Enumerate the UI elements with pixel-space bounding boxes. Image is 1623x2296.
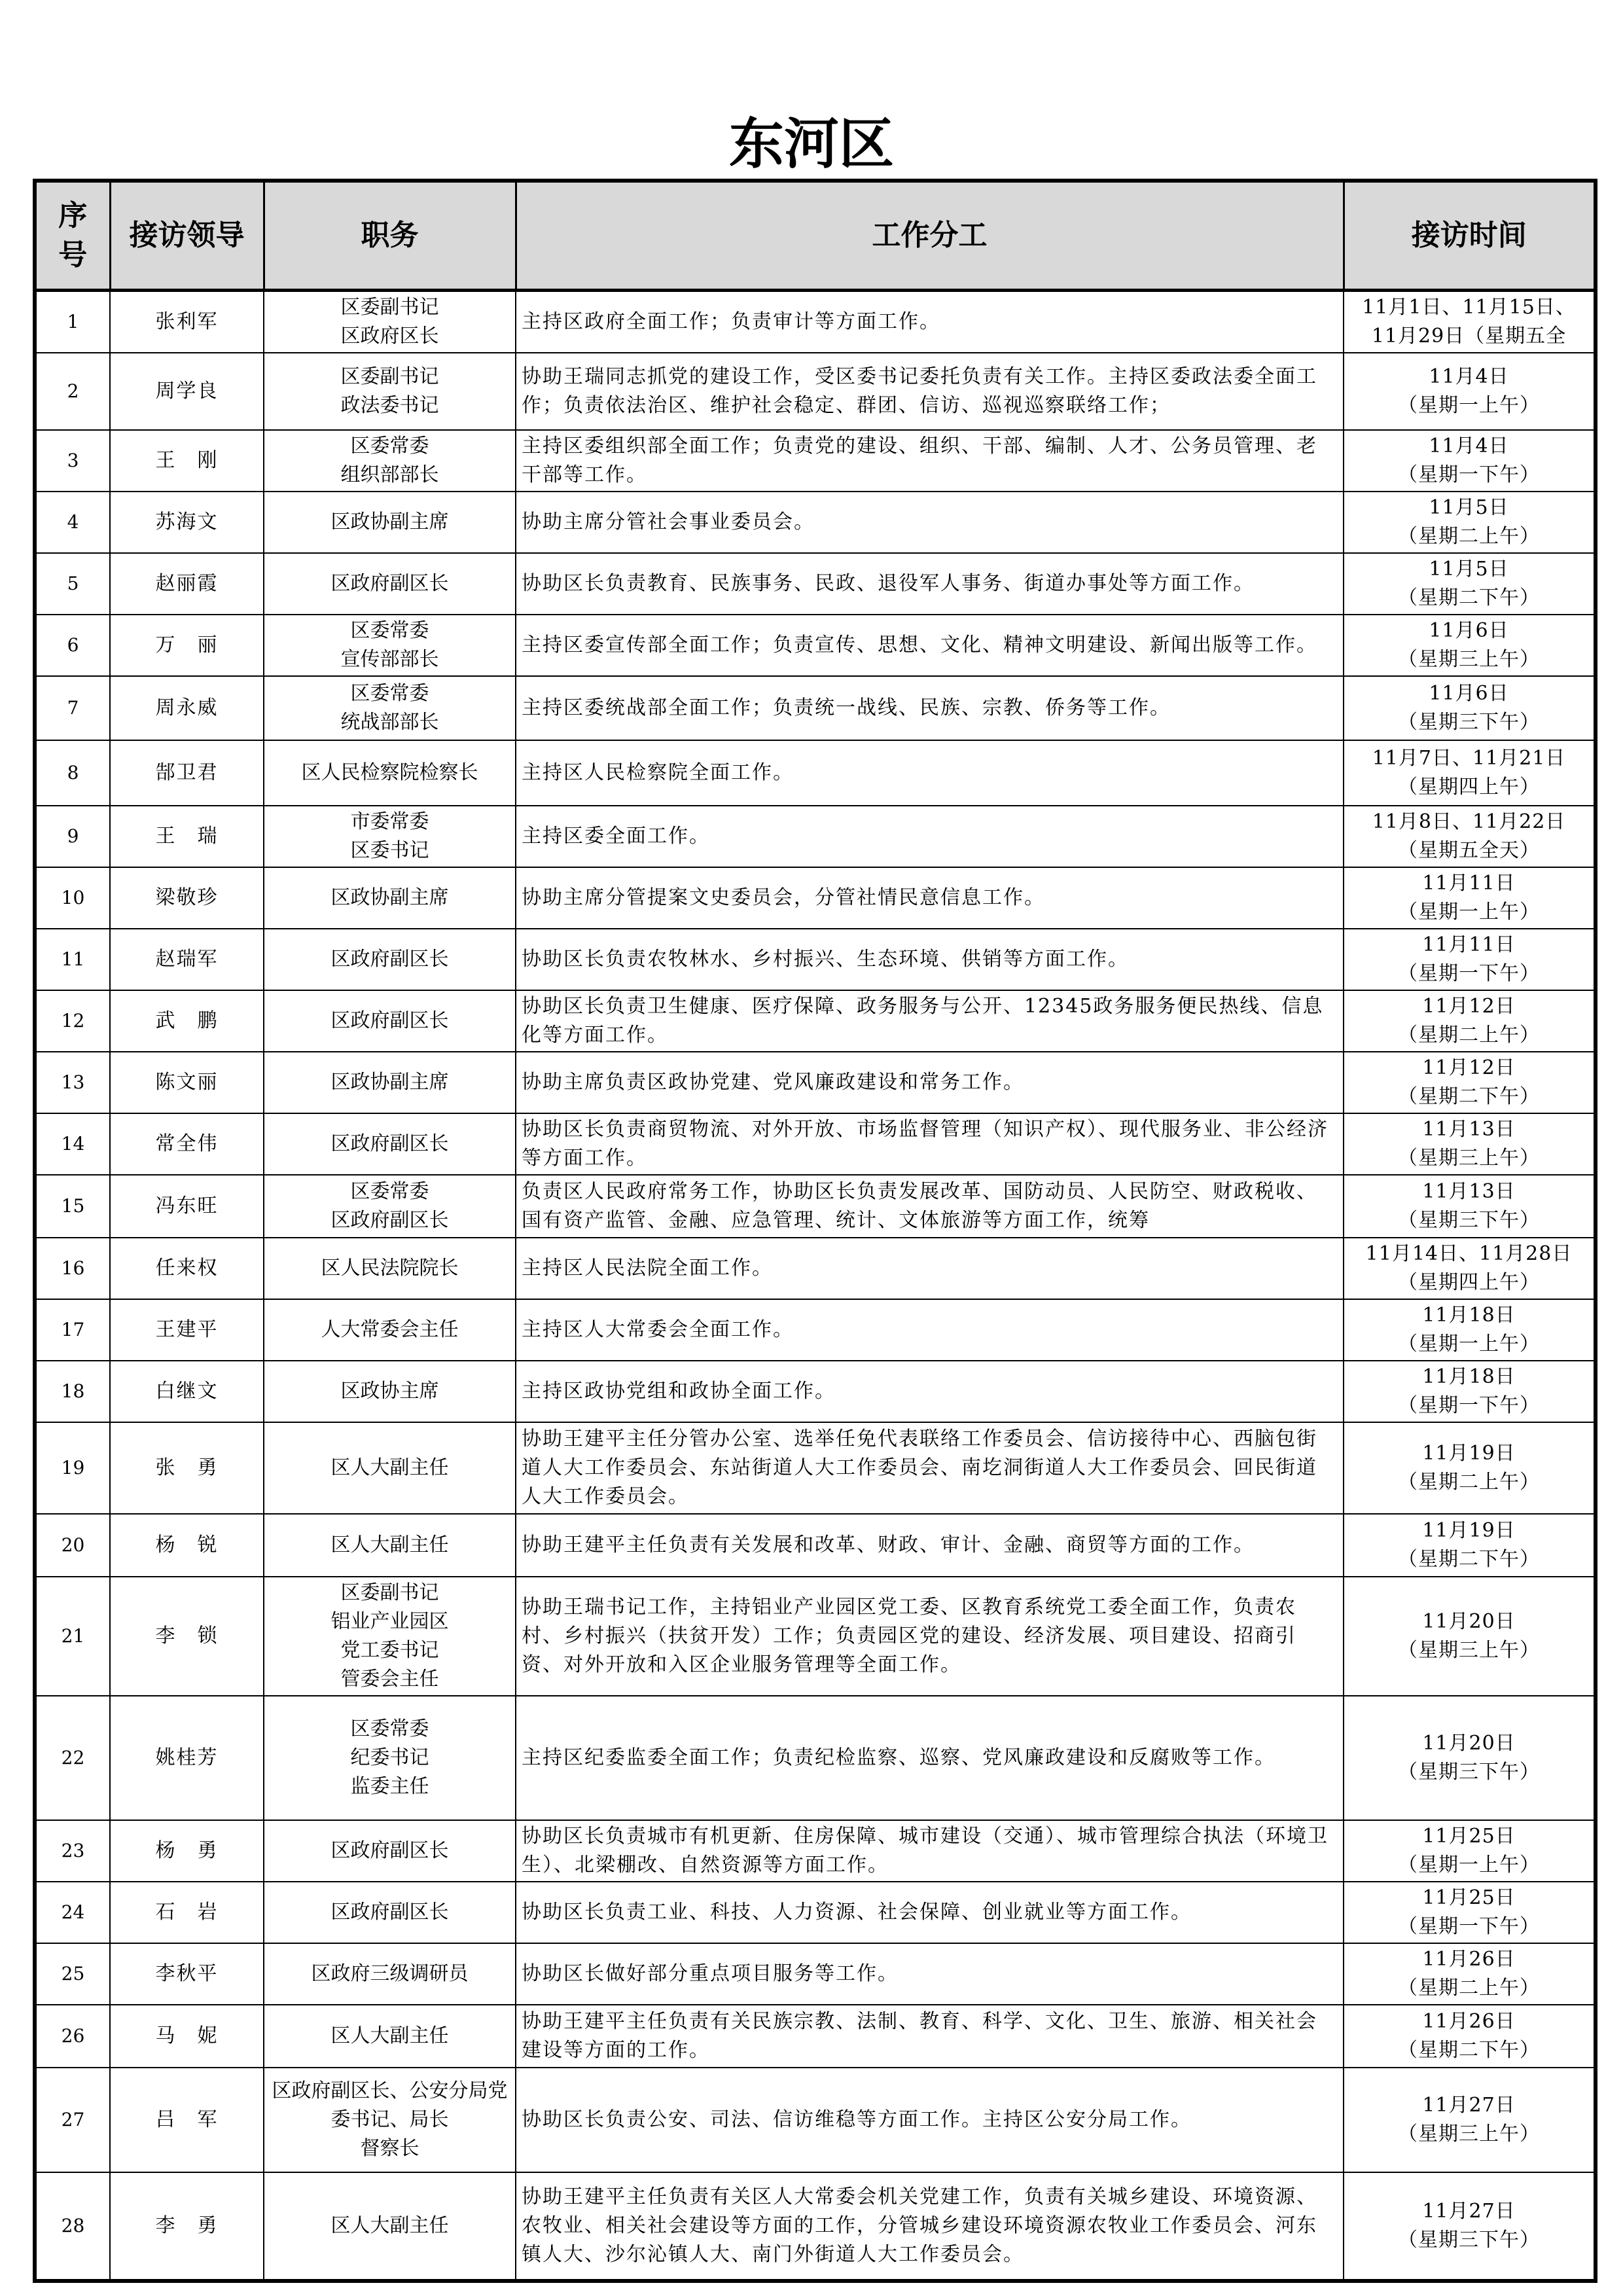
row-seq: 11 bbox=[35, 929, 110, 990]
table-row bbox=[35, 1577, 1596, 1696]
table-row bbox=[35, 1882, 1596, 1943]
row-duty: 主持区人大常委会全面工作。 bbox=[516, 1299, 1344, 1361]
header-seq: 序号 bbox=[35, 181, 110, 291]
row-leader-name: 王 瑞 bbox=[110, 806, 264, 867]
row-duty: 协助区长负责商贸物流、对外开放、市场监督管理（知识产权）、现代服务业、非公经济等方面工作。 bbox=[516, 1113, 1344, 1175]
row-reception-time: 11月12日 （星期二下午） bbox=[1344, 1052, 1596, 1113]
row-position: 区政府副区长、公安分局党委书记、局长 督察长 bbox=[264, 2068, 516, 2172]
row-leader-name: 梁敬珍 bbox=[110, 867, 264, 929]
row-duty: 协助王建平主任负责有关发展和改革、财政、审计、金融、商贸等方面的工作。 bbox=[516, 1514, 1344, 1577]
row-leader-name: 赵瑞军 bbox=[110, 929, 264, 990]
row-reception-time: 11月13日 （星期三下午） bbox=[1344, 1175, 1596, 1238]
row-duty: 协助王瑞同志抓党的建设工作，受区委书记委托负责有关工作。主持区委政法委全面工作；负责依法治区、维护社会稳定、群团、信访、巡视巡察联络工作； bbox=[516, 353, 1344, 430]
row-duty: 主持区政协党组和政协全面工作。 bbox=[516, 1361, 1344, 1422]
row-leader-name: 周学良 bbox=[110, 353, 264, 430]
row-duty: 主持区委组织部全面工作；负责党的建设、组织、干部、编制、人才、公务员管理、老干部等工作。 bbox=[516, 430, 1344, 492]
table-row bbox=[35, 353, 1596, 430]
row-duty: 协助王建平主任负责有关民族宗教、法制、教育、科学、文化、卫生、旅游、相关社会建设等方面的工作。 bbox=[516, 2005, 1344, 2068]
row-seq: 9 bbox=[35, 806, 110, 867]
row-leader-name: 周永威 bbox=[110, 676, 264, 740]
header-time: 接访时间 bbox=[1344, 181, 1596, 291]
row-reception-time: 11月1日、11月15日、 11月29日（星期五全 bbox=[1344, 291, 1596, 353]
row-leader-name: 白继文 bbox=[110, 1361, 264, 1422]
row-reception-time: 11月26日 （星期二上午） bbox=[1344, 1943, 1596, 2005]
row-leader-name: 张利军 bbox=[110, 291, 264, 353]
table-row bbox=[35, 867, 1596, 929]
reception-schedule-table bbox=[33, 179, 1597, 2283]
table-row bbox=[35, 1422, 1596, 1514]
row-reception-time: 11月7日、11月21日 （星期四上午） bbox=[1344, 740, 1596, 806]
row-seq: 16 bbox=[35, 1238, 110, 1299]
row-reception-time: 11月13日 （星期三上午） bbox=[1344, 1113, 1596, 1175]
table-header-row bbox=[35, 181, 1596, 291]
row-reception-time: 11月25日 （星期一上午） bbox=[1344, 1820, 1596, 1882]
table-row bbox=[35, 1238, 1596, 1299]
row-position: 区委副书记 铝业产业园区 党工委书记 管委会主任 bbox=[264, 1577, 516, 1696]
row-position: 区人大副主任 bbox=[264, 1514, 516, 1577]
row-seq: 27 bbox=[35, 2068, 110, 2172]
row-duty: 协助主席分管社会事业委员会。 bbox=[516, 492, 1344, 553]
row-seq: 20 bbox=[35, 1514, 110, 1577]
table-row bbox=[35, 615, 1596, 676]
row-seq: 17 bbox=[35, 1299, 110, 1361]
row-leader-name: 任来权 bbox=[110, 1238, 264, 1299]
row-reception-time: 11月19日 （星期二上午） bbox=[1344, 1422, 1596, 1514]
row-leader-name: 杨 勇 bbox=[110, 1820, 264, 1882]
row-position: 市委常委 区委书记 bbox=[264, 806, 516, 867]
row-reception-time: 11月27日 （星期三下午） bbox=[1344, 2172, 1596, 2281]
table-row bbox=[35, 1299, 1596, 1361]
row-position: 区政协主席 bbox=[264, 1361, 516, 1422]
table-row bbox=[35, 1943, 1596, 2005]
table-row bbox=[35, 492, 1596, 553]
row-leader-name: 万 丽 bbox=[110, 615, 264, 676]
row-duty: 协助主席分管提案文史委员会，分管社情民意信息工作。 bbox=[516, 867, 1344, 929]
row-duty: 协助区长负责公安、司法、信访维稳等方面工作。主持区公安分局工作。 bbox=[516, 2068, 1344, 2172]
row-position: 区政府副区长 bbox=[264, 1820, 516, 1882]
row-position: 区政府副区长 bbox=[264, 1113, 516, 1175]
table-row bbox=[35, 1820, 1596, 1882]
row-position: 区政府副区长 bbox=[264, 990, 516, 1052]
table-row bbox=[35, 291, 1596, 353]
row-duty: 协助区长负责工业、科技、人力资源、社会保障、创业就业等方面工作。 bbox=[516, 1882, 1344, 1943]
header-position: 职务 bbox=[264, 181, 516, 291]
row-reception-time: 11月4日 （星期一上午） bbox=[1344, 353, 1596, 430]
row-duty: 主持区委全面工作。 bbox=[516, 806, 1344, 867]
row-seq: 22 bbox=[35, 1696, 110, 1820]
row-seq: 24 bbox=[35, 1882, 110, 1943]
table-row bbox=[35, 740, 1596, 806]
row-position: 区人民检察院检察长 bbox=[264, 740, 516, 806]
table-row bbox=[35, 553, 1596, 615]
row-duty: 协助区长负责教育、民族事务、民政、退役军人事务、街道办事处等方面工作。 bbox=[516, 553, 1344, 615]
row-seq: 19 bbox=[35, 1422, 110, 1514]
row-leader-name: 李 锁 bbox=[110, 1577, 264, 1696]
table-row bbox=[35, 1052, 1596, 1113]
row-position: 区人大副主任 bbox=[264, 2172, 516, 2281]
row-duty: 协助王建平主任分管办公室、选举任免代表联络工作委员会、信访接待中心、西脑包街道人大工作委员会、东站街道人大工作委员会、南圪洞街道人大工作委员会、回民街道人大工作委员会。 bbox=[516, 1422, 1344, 1514]
table-row bbox=[35, 676, 1596, 740]
row-seq: 15 bbox=[35, 1175, 110, 1238]
table-row bbox=[35, 1361, 1596, 1422]
row-leader-name: 苏海文 bbox=[110, 492, 264, 553]
row-position: 区政府三级调研员 bbox=[264, 1943, 516, 2005]
row-leader-name: 冯东旺 bbox=[110, 1175, 264, 1238]
row-duty: 协助王建平主任负责有关区人大常委会机关党建工作，负责有关城乡建设、环境资源、农牧业、相关社会建设等方面的工作，分管城乡建设环境资源农牧业工作委员会、河东镇人大、沙尔沁镇人大、南门外街道人大工作委员会。 bbox=[516, 2172, 1344, 2281]
page-title: 东河区 bbox=[728, 112, 894, 176]
row-position: 区政府副区长 bbox=[264, 1882, 516, 1943]
row-reception-time: 11月8日、11月22日 （星期五全天） bbox=[1344, 806, 1596, 867]
table-row bbox=[35, 1113, 1596, 1175]
row-reception-time: 11月18日 （星期一下午） bbox=[1344, 1361, 1596, 1422]
row-position: 区政府副区长 bbox=[264, 553, 516, 615]
row-position: 区政协副主席 bbox=[264, 867, 516, 929]
header-leader: 接访领导 bbox=[110, 181, 264, 291]
row-duty: 协助区长负责城市有机更新、住房保障、城市建设（交通）、城市管理综合执法（环境卫生）、北梁棚改、自然资源等方面工作。 bbox=[516, 1820, 1344, 1882]
table-row bbox=[35, 806, 1596, 867]
table-row bbox=[35, 430, 1596, 492]
table-row bbox=[35, 990, 1596, 1052]
row-position: 区政协副主席 bbox=[264, 492, 516, 553]
row-reception-time: 11月18日 （星期一上午） bbox=[1344, 1299, 1596, 1361]
table-row bbox=[35, 2005, 1596, 2068]
row-seq: 25 bbox=[35, 1943, 110, 2005]
row-duty: 主持区纪委监委全面工作；负责纪检监察、巡察、党风廉政建设和反腐败等工作。 bbox=[516, 1696, 1344, 1820]
table-row bbox=[35, 1175, 1596, 1238]
row-leader-name: 吕 军 bbox=[110, 2068, 264, 2172]
row-leader-name: 常全伟 bbox=[110, 1113, 264, 1175]
row-reception-time: 11月19日 （星期二下午） bbox=[1344, 1514, 1596, 1577]
row-position: 人大常委会主任 bbox=[264, 1299, 516, 1361]
table-row bbox=[35, 2172, 1596, 2281]
row-leader-name: 赵丽霞 bbox=[110, 553, 264, 615]
row-reception-time: 11月14日、11月28日 （星期四上午） bbox=[1344, 1238, 1596, 1299]
row-seq: 1 bbox=[35, 291, 110, 353]
row-reception-time: 11月20日 （星期三下午） bbox=[1344, 1696, 1596, 1820]
header-duty: 工作分工 bbox=[516, 181, 1344, 291]
row-seq: 12 bbox=[35, 990, 110, 1052]
row-seq: 21 bbox=[35, 1577, 110, 1696]
row-leader-name: 石 岩 bbox=[110, 1882, 264, 1943]
row-position: 区委常委 组织部部长 bbox=[264, 430, 516, 492]
row-leader-name: 马 妮 bbox=[110, 2005, 264, 2068]
row-reception-time: 11月6日 （星期三上午） bbox=[1344, 615, 1596, 676]
row-position: 区人大副主任 bbox=[264, 2005, 516, 2068]
row-position: 区委常委 统战部部长 bbox=[264, 676, 516, 740]
row-reception-time: 11月11日 （星期一上午） bbox=[1344, 867, 1596, 929]
row-seq: 14 bbox=[35, 1113, 110, 1175]
row-reception-time: 11月6日 （星期三下午） bbox=[1344, 676, 1596, 740]
row-position: 区人民法院院长 bbox=[264, 1238, 516, 1299]
row-leader-name: 郜卫君 bbox=[110, 740, 264, 806]
row-duty: 协助王瑞书记工作，主持铝业产业园区党工委、区教育系统党工委全面工作，负责农村、乡村振兴（扶贫开发）工作；负责园区党的建设、经济发展、项目建设、招商引资、对外开放和入区企业服务管理等全面工作。 bbox=[516, 1577, 1344, 1696]
row-reception-time: 11月5日 （星期二上午） bbox=[1344, 492, 1596, 553]
row-duty: 协助区长负责农牧林水、乡村振兴、生态环境、供销等方面工作。 bbox=[516, 929, 1344, 990]
row-duty: 主持区委统战部全面工作；负责统一战线、民族、宗教、侨务等工作。 bbox=[516, 676, 1344, 740]
row-position: 区政协副主席 bbox=[264, 1052, 516, 1113]
row-leader-name: 陈文丽 bbox=[110, 1052, 264, 1113]
row-duty: 主持区人民法院全面工作。 bbox=[516, 1238, 1344, 1299]
table-row bbox=[35, 2068, 1596, 2172]
row-reception-time: 11月5日 （星期二下午） bbox=[1344, 553, 1596, 615]
row-seq: 18 bbox=[35, 1361, 110, 1422]
row-leader-name: 张 勇 bbox=[110, 1422, 264, 1514]
row-duty: 主持区委宣传部全面工作；负责宣传、思想、文化、精神文明建设、新闻出版等工作。 bbox=[516, 615, 1344, 676]
row-position: 区委常委 纪委书记 监委主任 bbox=[264, 1696, 516, 1820]
row-duty: 主持区人民检察院全面工作。 bbox=[516, 740, 1344, 806]
row-reception-time: 11月27日 （星期三上午） bbox=[1344, 2068, 1596, 2172]
row-leader-name: 武 鹏 bbox=[110, 990, 264, 1052]
row-leader-name: 李秋平 bbox=[110, 1943, 264, 2005]
row-seq: 2 bbox=[35, 353, 110, 430]
row-duty: 协助主席负责区政协党建、党风廉政建设和常务工作。 bbox=[516, 1052, 1344, 1113]
row-seq: 10 bbox=[35, 867, 110, 929]
row-position: 区委常委 宣传部部长 bbox=[264, 615, 516, 676]
row-reception-time: 11月26日 （星期二下午） bbox=[1344, 2005, 1596, 2068]
row-reception-time: 11月12日 （星期二上午） bbox=[1344, 990, 1596, 1052]
row-seq: 23 bbox=[35, 1820, 110, 1882]
row-reception-time: 11月4日 （星期一下午） bbox=[1344, 430, 1596, 492]
row-position: 区委副书记 政法委书记 bbox=[264, 353, 516, 430]
table-body bbox=[35, 291, 1596, 2282]
row-seq: 26 bbox=[35, 2005, 110, 2068]
row-seq: 13 bbox=[35, 1052, 110, 1113]
row-reception-time: 11月25日 （星期一下午） bbox=[1344, 1882, 1596, 1943]
row-seq: 5 bbox=[35, 553, 110, 615]
row-reception-time: 11月11日 （星期一下午） bbox=[1344, 929, 1596, 990]
table-row bbox=[35, 929, 1596, 990]
table-row bbox=[35, 1696, 1596, 1820]
row-position: 区委常委 区政府副区长 bbox=[264, 1175, 516, 1238]
row-seq: 8 bbox=[35, 740, 110, 806]
row-seq: 28 bbox=[35, 2172, 110, 2281]
row-seq: 7 bbox=[35, 676, 110, 740]
row-duty: 主持区政府全面工作；负责审计等方面工作。 bbox=[516, 291, 1344, 353]
row-leader-name: 姚桂芳 bbox=[110, 1696, 264, 1820]
row-reception-time: 11月20日 （星期三上午） bbox=[1344, 1577, 1596, 1696]
row-duty: 协助区长负责卫生健康、医疗保障、政务服务与公开、12345政务服务便民热线、信息化等方面工作。 bbox=[516, 990, 1344, 1052]
row-position: 区人大副主任 bbox=[264, 1422, 516, 1514]
row-position: 区政府副区长 bbox=[264, 929, 516, 990]
row-seq: 4 bbox=[35, 492, 110, 553]
row-leader-name: 李 勇 bbox=[110, 2172, 264, 2281]
row-duty: 协助区长做好部分重点项目服务等工作。 bbox=[516, 1943, 1344, 2005]
row-leader-name: 王 刚 bbox=[110, 430, 264, 492]
row-seq: 6 bbox=[35, 615, 110, 676]
row-duty: 负责区人民政府常务工作，协助区长负责发展改革、国防动员、人民防空、财政税收、国有资产监管、金融、应急管理、统计、文体旅游等方面工作，统筹 bbox=[516, 1175, 1344, 1238]
table-row bbox=[35, 1514, 1596, 1577]
row-leader-name: 王建平 bbox=[110, 1299, 264, 1361]
row-seq: 3 bbox=[35, 430, 110, 492]
row-leader-name: 杨 锐 bbox=[110, 1514, 264, 1577]
row-position: 区委副书记 区政府区长 bbox=[264, 291, 516, 353]
